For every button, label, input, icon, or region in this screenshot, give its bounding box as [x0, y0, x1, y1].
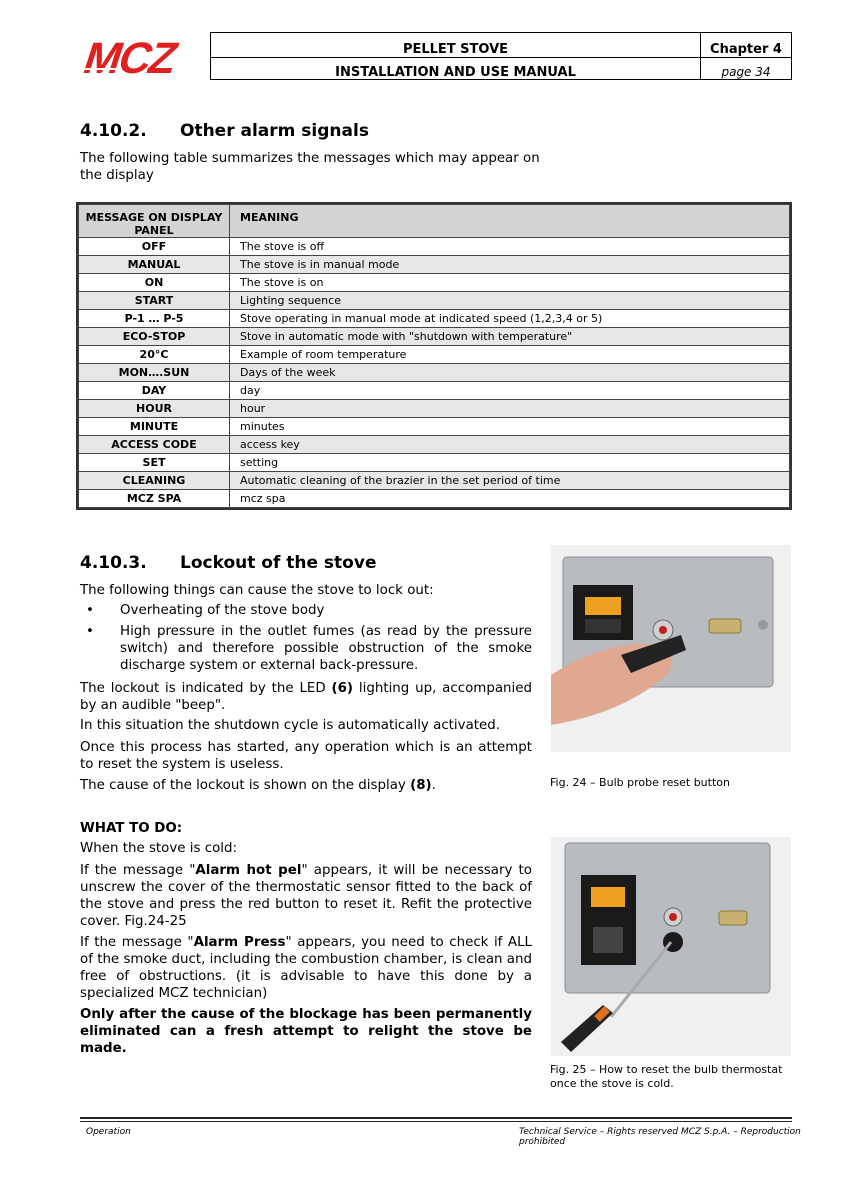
message-cell: ECO-STOP: [79, 328, 230, 346]
header-title-box: [210, 32, 701, 80]
message-cell: CLEANING: [79, 472, 230, 490]
meaning-cell: mcz spa: [230, 490, 790, 508]
meaning-cell: day: [230, 382, 790, 400]
message-cell: MANUAL: [79, 256, 230, 274]
table-row: [79, 454, 790, 472]
mcz-logo: [82, 38, 206, 78]
message-cell: OFF: [79, 238, 230, 256]
what-to-do-heading: WHAT TO DO:: [80, 821, 183, 836]
lockout-causes-list: [80, 602, 532, 678]
message-cell: DAY: [79, 382, 230, 400]
meaning-cell: setting: [230, 454, 790, 472]
lockout-paragraph: In this situation the shutdown cycle is automatically activated.: [80, 718, 501, 733]
table-row: [79, 400, 790, 418]
meaning-cell: Stove operating in manual mode at indicated speed (1,2,3,4 or 5): [230, 310, 790, 328]
meaning-cell: Days of the week: [230, 364, 790, 382]
what-to-do-paragraph: If the message "Alarm Press" appears, you need to check if ALL of the smoke duct, including the combustion chamber, is clean and free of obstructions. (it is advisable to have this done by a specialized MCZ technician): [80, 935, 533, 1001]
figure-25-photo: [551, 837, 791, 1056]
section-title: Other alarm signals: [180, 121, 369, 141]
doc-subtitle: INSTALLATION AND USE MANUAL: [335, 65, 576, 80]
alarm-messages-table: [78, 204, 790, 508]
message-cell: MCZ SPA: [79, 490, 230, 508]
table-row: [79, 436, 790, 454]
table-row: [79, 490, 790, 508]
footer-divider: [80, 1121, 792, 1122]
table-row: [79, 238, 790, 256]
list-item: • Overheating of the stove body: [86, 603, 325, 618]
section-title: Lockout of the stove: [180, 553, 377, 573]
svg-text:MCZ: MCZ: [82, 38, 183, 78]
figure-24-caption: Fig. 24 – Bulb probe reset button: [550, 776, 730, 789]
section-number: 4.10.2.: [80, 121, 147, 141]
message-cell: START: [79, 292, 230, 310]
meaning-cell: The stove is off: [230, 238, 790, 256]
table-row: [79, 346, 790, 364]
section-intro: The following table summarizes the messages which may appear on the display: [80, 151, 540, 183]
lockout-intro: The following things can cause the stove to lock out:: [80, 583, 434, 598]
table-header-row: [79, 205, 790, 238]
figure-25-caption: Fig. 25 – How to reset the bulb thermostat once the stove is cold.: [550, 1063, 783, 1090]
chapter-box: [700, 32, 792, 80]
message-cell: MINUTE: [79, 418, 230, 436]
meaning-cell: Automatic cleaning of the brazier in the set period of time: [230, 472, 790, 490]
meaning-cell: minutes: [230, 418, 790, 436]
table-row: [79, 382, 790, 400]
what-to-do-warning: Only after the cause of the blockage has been permanently eliminated can a fresh attempt to relight the stove be made.: [80, 1007, 532, 1056]
page-number: page 34: [721, 65, 771, 79]
message-cell: P-1 … P-5: [79, 310, 230, 328]
meaning-cell: The stove is in manual mode: [230, 256, 790, 274]
meaning-cell: Stove in automatic mode with "shutdown with temperature": [230, 328, 790, 346]
message-cell: ON: [79, 274, 230, 292]
meaning-cell: hour: [230, 400, 790, 418]
doc-title: PELLET STOVE: [402, 42, 509, 57]
table-row: [79, 274, 790, 292]
message-cell: HOUR: [79, 400, 230, 418]
lockout-paragraph: The lockout is indicated by the LED (6) lighting up, accompanied by an audible "beep".: [80, 681, 532, 713]
table-row: [79, 310, 790, 328]
table-row: [79, 472, 790, 490]
footer-section: Operation: [86, 1127, 131, 1137]
section-number: 4.10.3.: [80, 553, 147, 573]
meaning-cell: access key: [230, 436, 790, 454]
lockout-paragraph: Once this process has started, any operation which is an attempt to reset the system is useless.: [80, 740, 532, 772]
table-row: [79, 418, 790, 436]
footer-divider: [80, 1117, 792, 1119]
meaning-cell: The stove is on: [230, 274, 790, 292]
meaning-cell: Example of room temperature: [230, 346, 790, 364]
footer-rights: Technical Service – Rights reserved MCZ S.p.A. – Reproduction prohibited: [519, 1127, 801, 1147]
message-cell: ACCESS CODE: [79, 436, 230, 454]
column-header-message: MESSAGE ON DISPLAY PANEL: [79, 205, 230, 238]
lockout-paragraph: The cause of the lockout is shown on the display (8).: [80, 778, 436, 793]
table-row: [79, 364, 790, 382]
message-cell: SET: [79, 454, 230, 472]
message-cell: 20°C: [79, 346, 230, 364]
list-item: • High pressure in the outlet fumes (as read by the pressure switch) and therefore possible obstruction of the smoke discharge system or external back-pressure.: [86, 624, 532, 673]
message-cell: MON….SUN: [79, 364, 230, 382]
what-to-do-subheading: When the stove is cold:: [80, 841, 238, 856]
meaning-cell: Lighting sequence: [230, 292, 790, 310]
column-header-meaning: MEANING: [230, 205, 790, 238]
figure-24-photo: [551, 545, 791, 752]
table-row: [79, 328, 790, 346]
table-row: [79, 292, 790, 310]
what-to-do-paragraph: If the message "Alarm hot pel" appears, it will be necessary to unscrew the cover of the thermostatic sensor fitted to the back of the stove and press the red button to reset it. Refit the protective cover. Fig.24-25: [80, 863, 533, 929]
chapter-label: Chapter 4: [710, 42, 782, 57]
table-row: [79, 256, 790, 274]
